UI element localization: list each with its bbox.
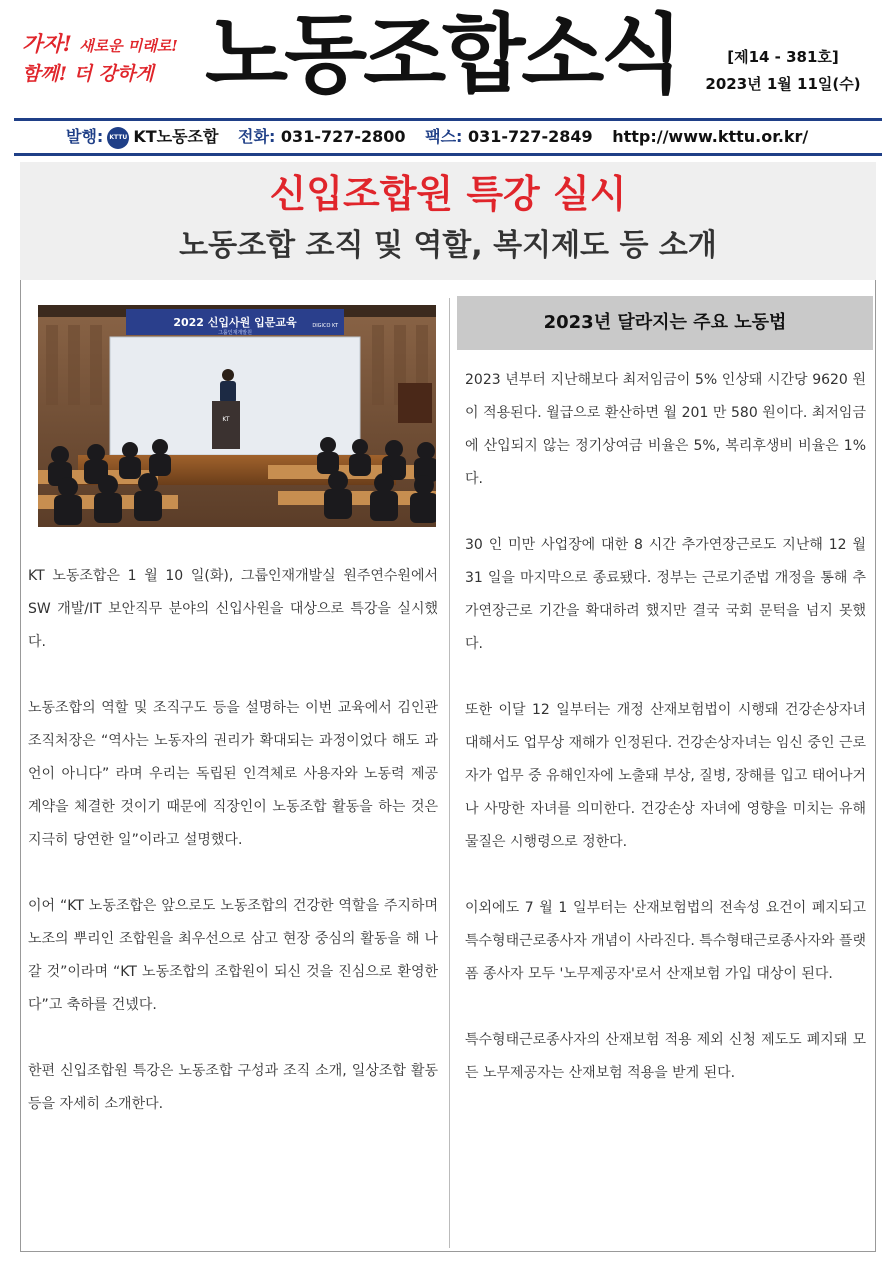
- kttu-logo-icon: KTTU: [107, 127, 129, 149]
- column-divider: [449, 298, 450, 1248]
- photo-banner-title: 2022 신입사원 입문교육: [173, 316, 297, 329]
- phone-label: 전화:: [238, 127, 276, 146]
- sidebar-paragraph: 이외에도 7 월 1 일부터는 산재보험법의 전속성 요건이 폐지되고 특수형태근로종사자 개념이 사라진다. 특수형태근로종사자와 플랫폼 종사자 모두 '노무제공자'로서 산재보험 가입 대상이 된다.: [465, 900, 866, 982]
- slogan: [22, 30, 212, 88]
- sidebar-paragraph: 30 인 미만 사업장에 대한 8 시간 추가연장근로도 지난해 12 월 31 일을 마지막으로 종료됐다. 정부는 근로기준법 개정을 통해 추가연장근로 기간을 확대하려 했지만 결국 국회 문턱을 넘지 못했다.: [465, 537, 866, 652]
- event-photo: [38, 305, 436, 527]
- sidebar-paragraph: 또한 이달 12 일부터는 개정 산재보험법이 시행돼 건강손상자녀 대해서도 업무상 재해가 인정된다. 건강손상자녀는 임신 중인 근로자가 업무 중 유해인자에 노출돼 부상, 질병, 장해를 입고 태어나거나 사망한 자녀를 의미한다. 건강손상 자녀에 영향을 미치는 유해물질은 시행령으로 정한다.: [465, 702, 866, 850]
- speaker: [220, 369, 236, 403]
- issue-date: 2023년 1월 11일(수): [705, 75, 861, 93]
- main-article: [28, 560, 438, 1121]
- article-paragraph: KT 노동조합은 1 월 10 일(화), 그룹인재개발실 원주연수원에서 SW 개발/IT 보안직무 분야의 신입사원을 대상으로 특강을 실시했다.: [28, 568, 438, 650]
- sidebar-paragraph: 특수형태근로종사자의 산재보험 적용 제외 신청 제도도 폐지돼 모든 노무제공자는 산재보험 적용을 받게 된다.: [465, 1032, 866, 1081]
- phone-number: 031-727-2800: [280, 127, 406, 146]
- issuer-label: 발행:: [66, 127, 104, 146]
- slogan-line-2: 함께! 더 강하게: [22, 63, 154, 85]
- article-paragraph: 노동조합의 역할 및 조직구도 등을 설명하는 이번 교육에서 김인관 조직처장은 “역사는 노동자의 권리가 확대되는 과정이었다 해도 과언이 아니다” 라며 우리는 독립된 인격체로 사용자와 노동력 제공 계약을 체결한 것이기 때문에 직장인이 노동조합 활동을 하는 것은 지극히 당연한 일”이라고 설명했다.: [28, 700, 438, 848]
- header-rule-top: [14, 118, 882, 121]
- podium-label: KT: [222, 416, 230, 423]
- slogan-line-1-big: 가자!: [22, 31, 72, 56]
- slogan-line-1-small: 새로운 미래로!: [79, 37, 178, 55]
- photo-banner-brand: DIGICO KT: [312, 323, 338, 329]
- article-paragraph: 한편 신입조합원 특강은 노동조합 구성과 조직 소개, 일상조합 활동 등을 자세히 소개한다.: [28, 1063, 438, 1112]
- article-paragraph: 이어 “KT 노동조합은 앞으로도 노동조합의 건강한 역할을 주지하며 노조의 뿌리인 조합원을 최우선으로 삼고 현장 중심의 활동을 해 나갈 것”이라며 “KT 노동조합의 조합원이 되신 것을 진심으로 환영한다”고 축하를 건넸다.: [28, 898, 438, 1013]
- issuer-name: KT노동조합: [133, 127, 219, 146]
- fax-number: 031-727-2849: [468, 127, 593, 146]
- headline-title: 신입조합원 특강 실시: [269, 172, 627, 216]
- header-rule-bottom: [14, 153, 882, 156]
- fax-label: 팩스:: [425, 127, 463, 146]
- issue-info: [688, 44, 878, 98]
- photo-banner-sub: 그룹인재개발원: [218, 330, 252, 336]
- publisher-bar: [14, 124, 882, 150]
- masthead-title: 노동조합소식: [205, 5, 680, 105]
- sidebar-article: [465, 364, 866, 1090]
- website-link[interactable]: http://www.kttu.or.kr/: [612, 127, 809, 146]
- sidebar-title: 2023년 달라지는 주요 노동법: [457, 296, 873, 350]
- headline-subtitle: 노동조합 조직 및 역할, 복지제도 등 소개: [179, 228, 717, 263]
- sidebar-paragraph: 2023 년부터 지난해보다 최저임금이 5% 인상돼 시간당 9620 원이 적용된다. 월급으로 환산하면 월 201 만 580 원이다. 최저임금에 산입되지 않는 정기상여금 비율은 5%, 복리후생비 비율은 1%다.: [465, 372, 866, 487]
- issue-number: [제14 - 381호]: [727, 48, 839, 66]
- slogan-line-1: [22, 30, 212, 60]
- lecture-hall-illustration: [38, 305, 436, 527]
